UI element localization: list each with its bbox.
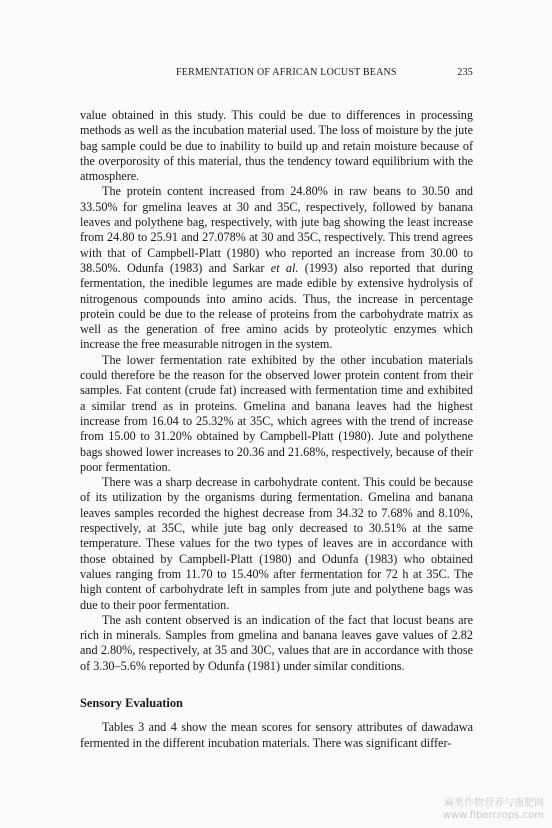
watermark-line-chinese: 麻类作物营养与施肥网 [444, 798, 544, 809]
article-body [80, 108, 473, 751]
running-title: FERMENTATION OF AFRICAN LOCUST BEANS [176, 67, 397, 78]
paragraph-protein: The protein content increased from 24.80% in raw beans to 30.50 and 33.50% for gmelina leaves at 30 and 35C, respectively, followed by banana leaves and polythene bag, respectively, with jute bag showing the least increase from 24.80 to 25.91 and 27.078% at 30 and 35C, respectively. This trend agrees with that of Campbell-Platt (1980) who reported an increase from 30.00 to 38.50%. Odunfa (1983) and Sarkar et al. (1993) also reported that during fermentation, the inedible legumes are made edible by extensive hydrolysis of nitrogenous compounds into amino acids. Thus, the increase in percentage protein could be due to the release of proteins from the carbohydrate matrix as well as the generation of free amino acids by proteolytic enzymes which increase the free measurable nitrogen in the system. [80, 184, 473, 352]
watermark-line-url: www.fibercrops.com [442, 810, 544, 821]
paragraph-carbohydrate: There was a sharp decrease in carbohydrate content. This could be because of its utilization by the organisms during fermentation. Gmelina and banana leaves samples recorded the highest decrease from 34.32 to 7.68% and 8.10%, respectively, at 35C, while jute bag only decreased to 30.51% at the same temperature. These values for the two types of leaves are in accordance with those obtained by Campbell-Platt (1980) and Odunfa (1983) who obtained values ranging from 11.70 to 15.40% after fermentation for 72 h at 35C. The high content of carbohydrate left in samples from jute and polythene bags was due to their poor fermentation. [80, 475, 473, 612]
running-head [80, 67, 473, 81]
paragraph-fat: The lower fermentation rate exhibited by the other incubation materials could therefore be the reason for the observed lower protein content from their samples. Fat content (crude fat) increased with fermentation time and exhibited a similar trend as in proteins. Gmelina and banana leaves had the highest increase from 16.04 to 25.32% at 35C, which agrees with the trend of increase from 15.00 to 31.20% obtained by Campbell-Platt (1980). Jute and polythene bags showed lower increases to 20.36 and 21.68%, respectively, because of their poor fermentation. [80, 352, 473, 474]
et-al-italic: et al. [270, 260, 299, 275]
watermark [443, 798, 544, 822]
paragraph-sensory: Tables 3 and 4 show the mean scores for sensory attributes of dawadawa fermented in the different incubation materials. There was significant differ- [80, 720, 473, 750]
page-number: 235 [457, 67, 473, 78]
paragraph-ash: The ash content observed is an indication of the fact that locust beans are rich in minerals. Samples from gmelina and banana leaves gave values of 2.82 and 2.80%, respectively, at 35 and 30C, values that are in accordance with those of 3.30–5.6% reported by Odunfa (1981) under similar conditions. [80, 612, 473, 673]
section-heading-sensory-evaluation: Sensory Evaluation [80, 695, 183, 710]
paragraph-moisture-continued: value obtained in this study. This could be due to differences in processing methods as well as the incubation material used. The loss of moisture by the jute bag sample could be due to inability to build up and retain moisture because of the overporosity of this material, thus the tendency toward equilibrium with the atmosphere. [80, 108, 473, 184]
